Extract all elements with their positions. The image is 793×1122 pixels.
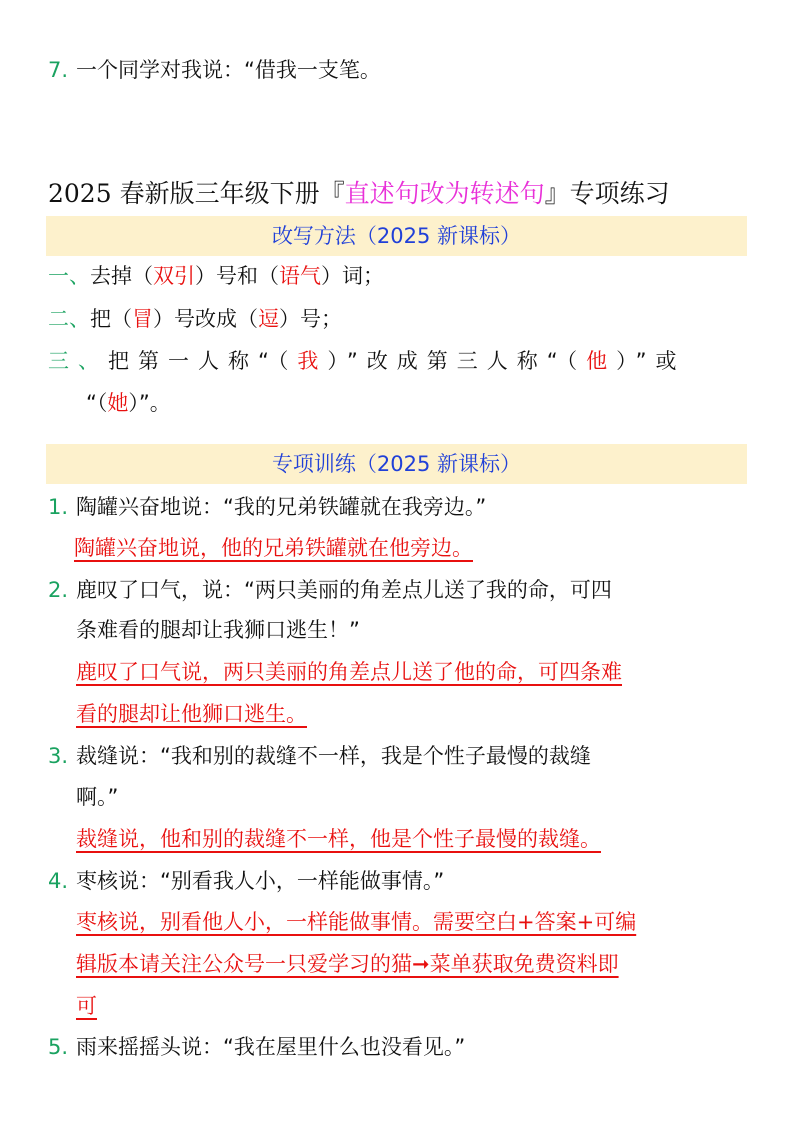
method-item: 一、去掉（双引）号和（语气）词； (48, 264, 384, 288)
method-item: 二、把（冒）号改成（逗）号； (48, 307, 342, 331)
training-header: 专项训练（2025 新课标） (46, 444, 747, 484)
item-number: 7. (48, 58, 69, 82)
item-number: 2. (48, 578, 69, 602)
answer-text: 可 (76, 994, 97, 1018)
item-text: 一个同学对我说：“借我一支笔。 (76, 58, 381, 82)
question-item: 1. 陶罐兴奋地说：“我的兄弟铁罐就在我旁边。” (48, 492, 486, 522)
answer-text: 裁缝说，他和别的裁缝不一样，他是个性子最慢的裁缝。 (76, 827, 601, 851)
question-continued: 条难看的腿却让我狮口逃生！” (76, 618, 360, 642)
method-item: 三、把第一人称“（我）”改成第三人称“（他）”或 (48, 349, 686, 373)
question-item: 3. 裁缝说：“我和别的裁缝不一样，我是个性子最慢的裁缝 (48, 741, 591, 771)
question-continued: 啊。” (76, 785, 119, 809)
answer-text: 枣核说，别看他人小，一样能做事情。需要空白+答案+可编 (76, 910, 637, 934)
answer-text: 辑版本请关注公众号一只爱学习的猫➞菜单获取免费资料即 (76, 952, 619, 976)
title-highlight: 直述句改为转述句 (344, 179, 545, 208)
question-item: 2. 鹿叹了口气，说：“两只美丽的角差点儿送了我的命，可四 (48, 575, 612, 605)
page-title: 2025 春新版三年级下册『直述句改为转述句』专项练习 (48, 179, 670, 208)
answer-text: 陶罐兴奋地说，他的兄弟铁罐就在他旁边。 (74, 536, 473, 560)
question-item: 4. 枣核说：“别看我人小，一样能做事情。” (48, 866, 444, 896)
item-number: 1. (48, 495, 69, 519)
method-item-continued: “（她）”。 (86, 391, 171, 415)
item-number: 4. (48, 869, 69, 893)
item-number: 3. (48, 744, 69, 768)
list-item (48, 55, 381, 85)
item-number: 5. (48, 1035, 69, 1059)
question-item: 5. 雨来摇摇头说：“我在屋里什么也没看见。” (48, 1032, 465, 1062)
answer-text: 看的腿却让他狮口逃生。 (76, 702, 307, 726)
methods-header: 改写方法（2025 新课标） (46, 216, 747, 256)
answer-text: 鹿叹了口气说，两只美丽的角差点儿送了他的命，可四条难 (76, 660, 622, 684)
